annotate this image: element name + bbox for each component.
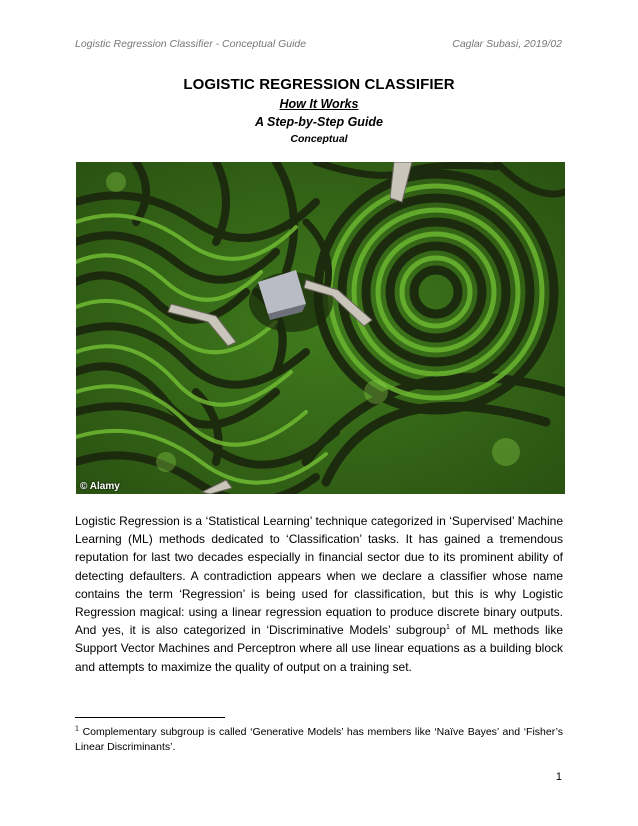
- subtitle-conceptual: Conceptual: [290, 133, 348, 145]
- footnote-reference[interactable]: 1: [446, 624, 450, 632]
- running-header-author: Caglar Subasi, 2019/02: [452, 38, 562, 50]
- footnote-divider: [75, 717, 225, 718]
- photo-credit: © Alamy: [80, 481, 120, 492]
- footnote-text: Complementary subgroup is called ‘Generative Models’ has members like ‘Naïve Bayes’ and ‘Fisher’s Linear Discriminants’.: [75, 726, 563, 753]
- subtitle-how-it-works: How It Works: [279, 97, 359, 111]
- subtitle-guide: A Step-by-Step Guide: [254, 115, 383, 129]
- footnote: [75, 725, 563, 754]
- footnote-marker: 1: [75, 725, 79, 733]
- body-paragraph: [75, 512, 563, 676]
- page-number: 1: [555, 771, 562, 783]
- body-text: Logistic Regression is a ‘Statistical Learning’ technique categorized in ‘Supervised’ Machine Learning (ML) methods dedicated to ‘Classification’ tasks. It has gained a tremendous reputation for last two decades especially in financial sector due to its prominent ability of detecting defaulters. A contradiction appears when we declare a classifier whose name contains the term ‘Regression’ is being used for classification, but this is why Logistic Regression magical: using a linear regression equation to produce discrete binary outputs. And yes, it is also categorized in ‘Discriminative Models’ subgroup: [75, 514, 563, 638]
- body-text-tail: of ML methods like Support Vector Machines and Perceptron where all use linear equations as a building block and attempts to maximize the quality of output on a training set.: [75, 623, 563, 674]
- hedge-maze-photo: [76, 162, 565, 494]
- running-header-title: Logistic Regression Classifier - Conceptual Guide: [75, 38, 307, 50]
- document-title: LOGISTIC REGRESSION CLASSIFIER: [183, 76, 455, 93]
